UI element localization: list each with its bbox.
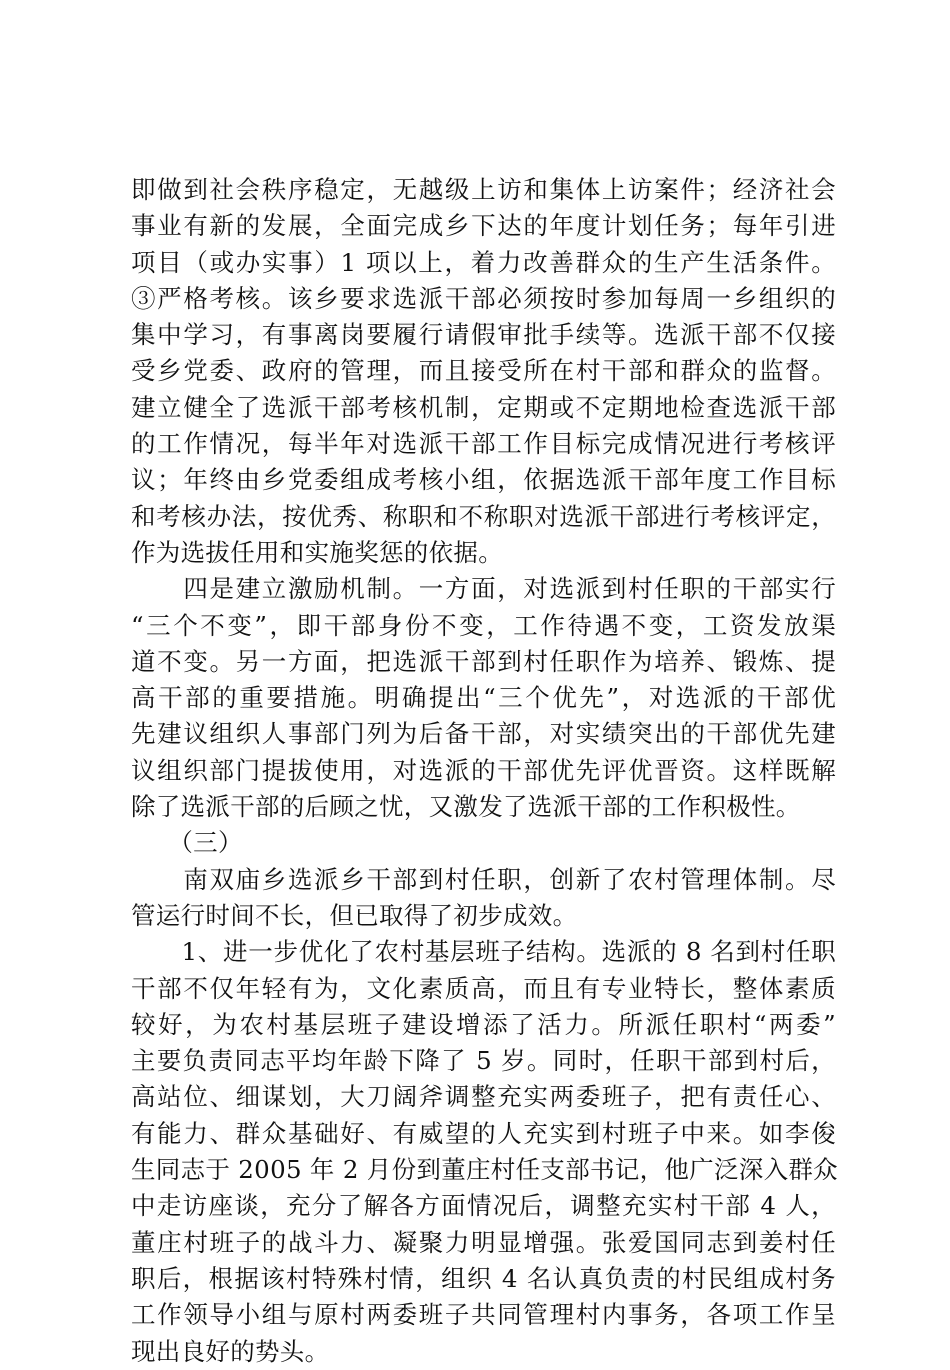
body-text [131, 172, 836, 1370]
text-line: 议；年终由乡党委组成考核小组，依据选派干部年度工作目标 [131, 465, 836, 495]
text-line: 高站位、细谋划，大刀阔斧调整充实两委班子，把有责任心、 [131, 1082, 836, 1112]
text-line: 事业有新的发展，全面完成乡下达的年度计划任务；每年引进 [131, 211, 836, 241]
text-line: 道不变。另一方面，把选派干部到村任职作为培养、锻炼、提 [131, 646, 836, 676]
text-line: 议组织部门提拔使用，对选派的干部优先评优晋资。这样既解 [131, 755, 836, 785]
text-line: 即做到社会秩序稳定，无越级上访和集体上访案件；经济社会 [131, 175, 836, 204]
text-line: 作为选拔任用和实施奖惩的依据。 [131, 537, 503, 567]
text-line: 项目（或办实事）1 项以上，着力改善群众的生产生活条件。 [131, 247, 836, 277]
text-line: 集中学习，有事离岗要履行请假审批手续等。选派干部不仅接 [131, 320, 836, 350]
text-line: 职后，根据该村特殊村情，组织 4 名认真负责的村民组成村务 [131, 1263, 836, 1293]
text-line: 现出良好的势头。 [131, 1336, 330, 1366]
text-line: ③严格考核。该乡要求选派干部必须按时参加每周一乡组织的 [131, 283, 836, 313]
section-heading: （三） [131, 828, 243, 858]
text-line: 管运行时间不长，但已取得了初步成效。 [131, 900, 578, 930]
text-line: 较好，为农村基层班子建设增添了活力。所派任职村“两委” [131, 1009, 836, 1039]
text-line: 先建议组织人事部门列为后备干部，对实绩突出的干部优先建 [131, 719, 836, 749]
text-line: “三个不变”，即干部身份不变，工作待遇不变，工资发放渠 [131, 610, 836, 640]
text-line: 主要负责同志平均年龄下降了 5 岁。同时，任职干部到村后， [131, 1046, 836, 1076]
text-line: 生同志于 2005 年 2 月份到董庄村任支部书记，他广泛深入群众 [131, 1155, 838, 1185]
text-line: 董庄村班子的战斗力、凝聚力明显增强。张爱国同志到姜村任 [131, 1227, 836, 1257]
text-line: 高干部的重要措施。明确提出“三个优先”，对选派的干部优 [131, 683, 836, 713]
text-line: 1、进一步优化了农村基层班子结构。选派的 8 名到村任职 [131, 937, 836, 967]
text-line: 有能力、群众基础好、有威望的人充实到村班子中来。如李俊 [131, 1118, 836, 1148]
text-line: 受乡党委、政府的管理，而且接受所在村干部和群众的监督。 [131, 356, 836, 386]
text-line: 的工作情况，每半年对选派干部工作目标完成情况进行考核评 [131, 429, 836, 459]
text-line: 和考核办法，按优秀、称职和不称职对选派干部进行考核评定， [131, 501, 836, 531]
text-line: 中走访座谈，充分了解各方面情况后，调整充实村干部 4 人， [131, 1191, 836, 1221]
text-line: 四是建立激励机制。一方面，对选派到村任职的干部实行 [131, 574, 836, 604]
text-line: 干部不仅年轻有为，文化素质高，而且有专业特长，整体素质 [131, 973, 836, 1003]
text-line: 工作领导小组与原村两委班子共同管理村内事务，各项工作呈 [131, 1300, 836, 1330]
text-line: 南双庙乡选派乡干部到村任职，创新了农村管理体制。尽 [131, 864, 836, 894]
text-line: 除了选派干部的后顾之忧，又激发了选派干部的工作积极性。 [131, 792, 801, 822]
text-line: 建立健全了选派干部考核机制，定期或不定期地检查选派干部 [131, 392, 836, 422]
